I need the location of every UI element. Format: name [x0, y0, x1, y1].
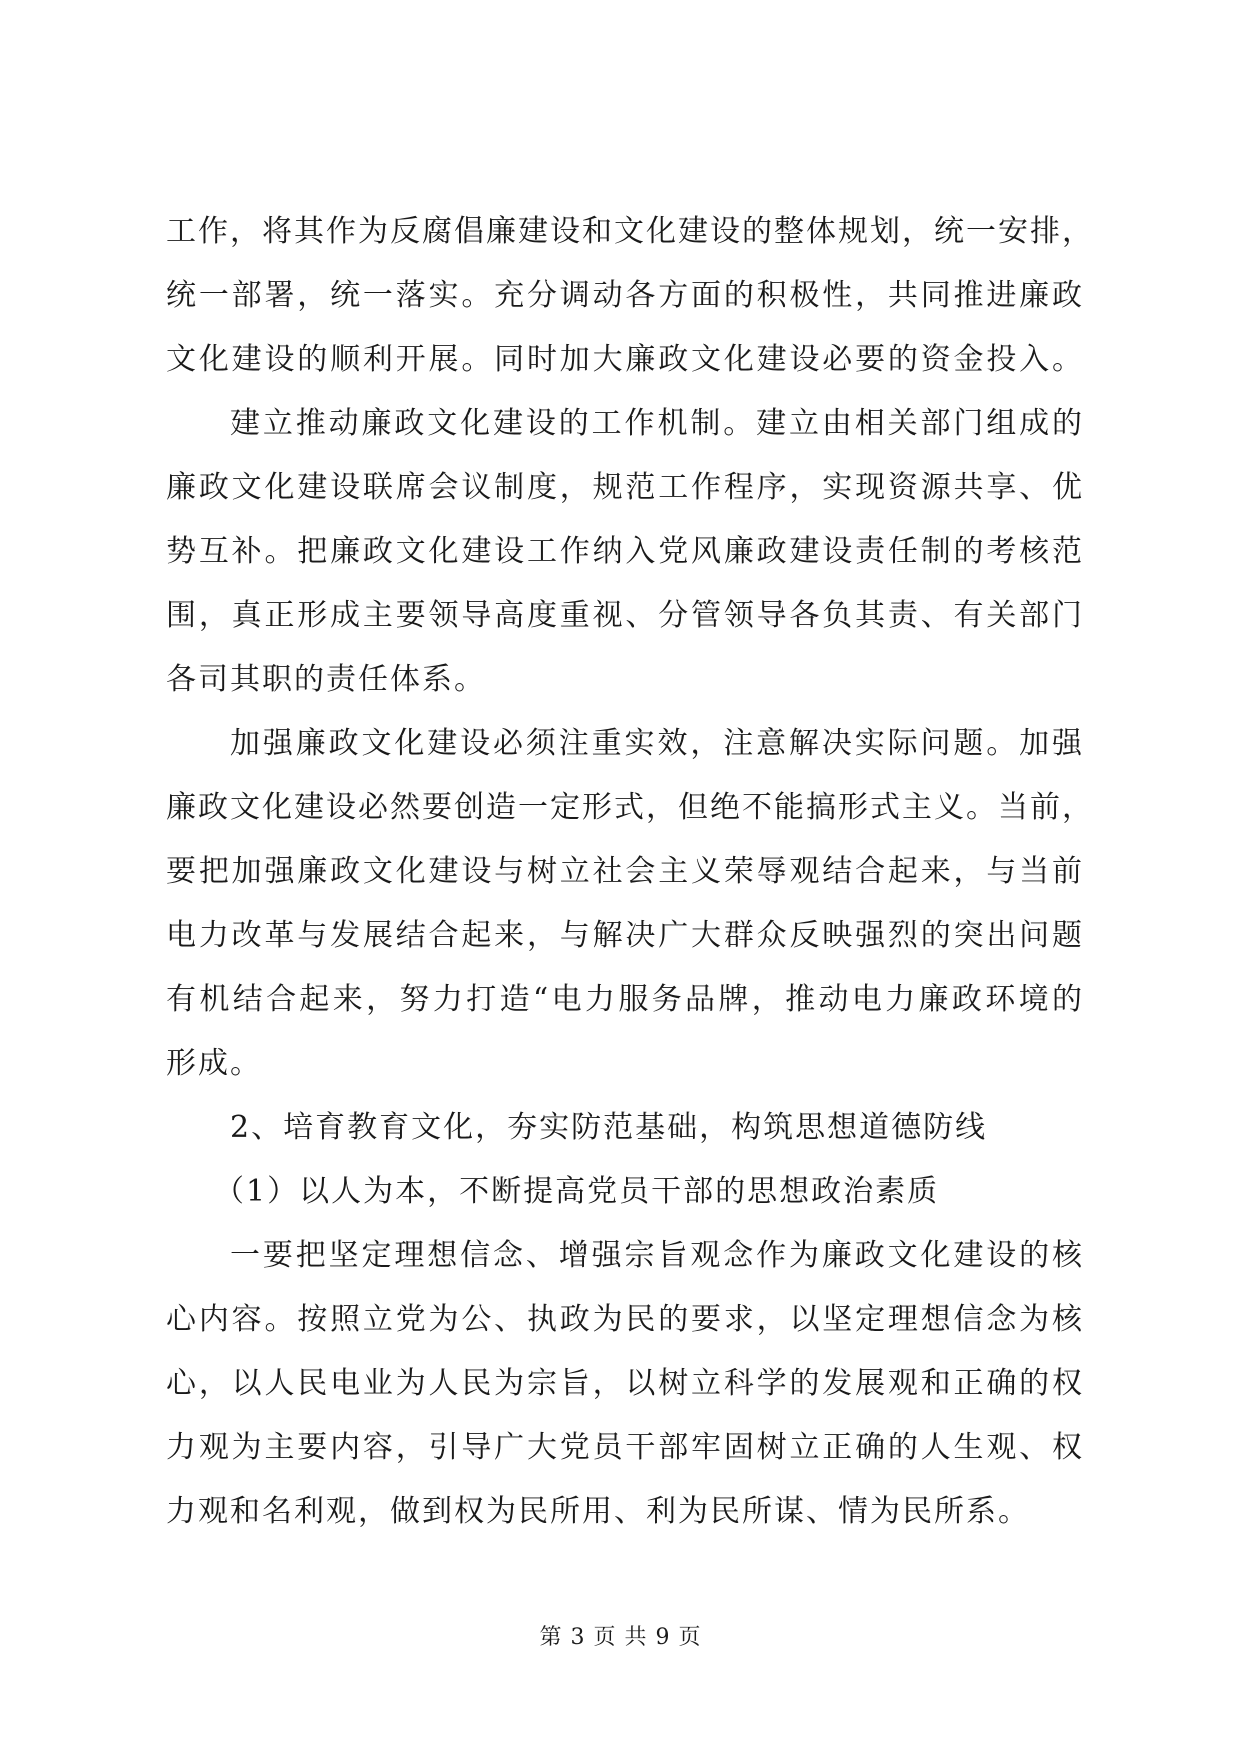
paragraph-line: 文化建设的顺利开展。同时加大廉政文化建设必要的资金投入。: [166, 342, 1084, 377]
paragraph-line: 建立推动廉政文化建设的工作机制。建立由相关部门组成的: [230, 406, 1084, 441]
paragraph-line: 形成。: [166, 1046, 262, 1081]
paragraph-line: 势互补。把廉政文化建设工作纳入党风廉政建设责任制的考核范: [166, 534, 1084, 569]
subsection-heading: （1）以人为本，不断提高党员干部的思想政治素质: [214, 1174, 940, 1209]
page-footer: 第 3 页 共 9 页: [539, 1625, 702, 1650]
paragraph-line: 廉政文化建设必然要创造一定形式，但绝不能搞形式主义。当前，: [166, 790, 1094, 825]
paragraph-line: 力观和名利观，做到权为民所用、利为民所谋、情为民所系。: [166, 1494, 1030, 1529]
paragraph-line: 工作，将其作为反腐倡廉建设和文化建设的整体规划，统一安排，: [166, 214, 1094, 249]
document-body: [166, 200, 1094, 1544]
section-heading: 2、培育教育文化，夯实防范基础，构筑思想道德防线: [230, 1110, 988, 1145]
paragraph-line: 加强廉政文化建设必须注重实效，注意解决实际问题。加强: [230, 726, 1084, 761]
paragraph-line: 力观为主要内容，引导广大党员干部牢固树立正确的人生观、权: [166, 1430, 1084, 1465]
paragraph-line: 廉政文化建设联席会议制度，规范工作程序，实现资源共享、优: [166, 470, 1084, 505]
paragraph-line: 有机结合起来，努力打造“电力服务品牌，推动电力廉政环境的: [166, 982, 1084, 1017]
paragraph-line: 心内容。按照立党为公、执政为民的要求，以坚定理想信念为核: [166, 1302, 1084, 1337]
paragraph-line: 各司其职的责任体系。: [166, 662, 486, 697]
paragraph-line: 围，真正形成主要领导高度重视、分管领导各负其责、有关部门: [166, 598, 1084, 633]
paragraph-line: 统一部署，统一落实。充分调动各方面的积极性，共同推进廉政: [166, 278, 1084, 313]
paragraph-line: 一要把坚定理想信念、增强宗旨观念作为廉政文化建设的核: [230, 1238, 1084, 1273]
paragraph-line: 要把加强廉政文化建设与树立社会主义荣辱观结合起来，与当前: [166, 854, 1084, 889]
paragraph-line: 电力改革与发展结合起来，与解决广大群众反映强烈的突出问题: [166, 918, 1084, 953]
paragraph-line: 心，以人民电业为人民为宗旨，以树立科学的发展观和正确的权: [166, 1366, 1084, 1401]
